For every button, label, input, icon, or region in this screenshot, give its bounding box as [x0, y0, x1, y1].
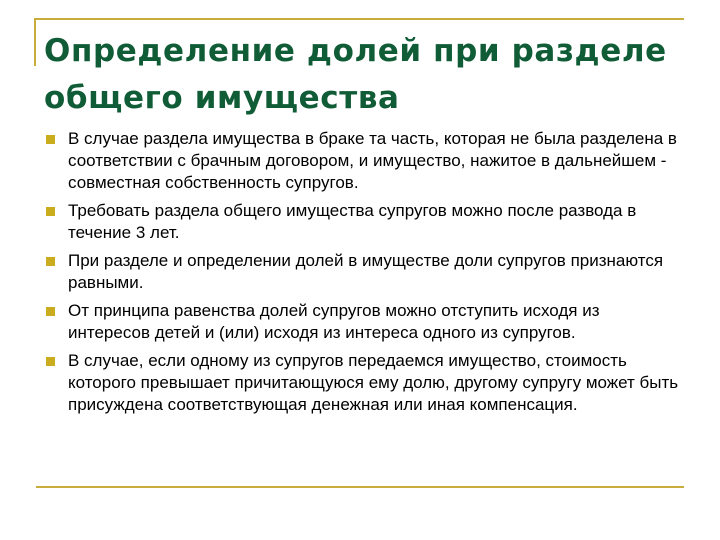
bullet-text: В случае, если одному из супругов передаемся имущество, стоимость которого превышает причитающуюся ему долю, другому супругу может быть присуждена соответствующая денежная или иная компенсация. [68, 351, 679, 414]
left-accent-line [34, 18, 36, 66]
bottom-divider [36, 486, 684, 488]
bullet-item [46, 250, 686, 294]
top-divider [36, 18, 684, 20]
bullet-item [46, 300, 686, 344]
bullet-text: Требовать раздела общего имущества супругов можно после развода в течение 3 лет. [68, 201, 637, 242]
bullet-item [46, 128, 686, 194]
square-bullet-icon [46, 257, 55, 266]
bullet-text: При разделе и определении долей в имуществе доли супругов признаются равными. [68, 251, 664, 292]
slide-title: Определение долей при разделе общего имущества [44, 33, 667, 116]
bullet-text: От принципа равенства долей супругов можно отступить исходя из интересов детей и (или) исходя из интереса одного из супругов. [68, 301, 600, 342]
bullet-text: В случае раздела имущества в браке та часть, которая не была разделена в соответствии с брачным договором, и имущество, нажитое в дальнейшем - совместная собственность супругов. [68, 129, 677, 192]
square-bullet-icon [46, 135, 55, 144]
bullet-item [46, 350, 686, 416]
square-bullet-icon [46, 307, 55, 316]
bullet-item [46, 200, 686, 244]
bullet-list [46, 128, 686, 422]
square-bullet-icon [46, 207, 55, 216]
square-bullet-icon [46, 357, 55, 366]
